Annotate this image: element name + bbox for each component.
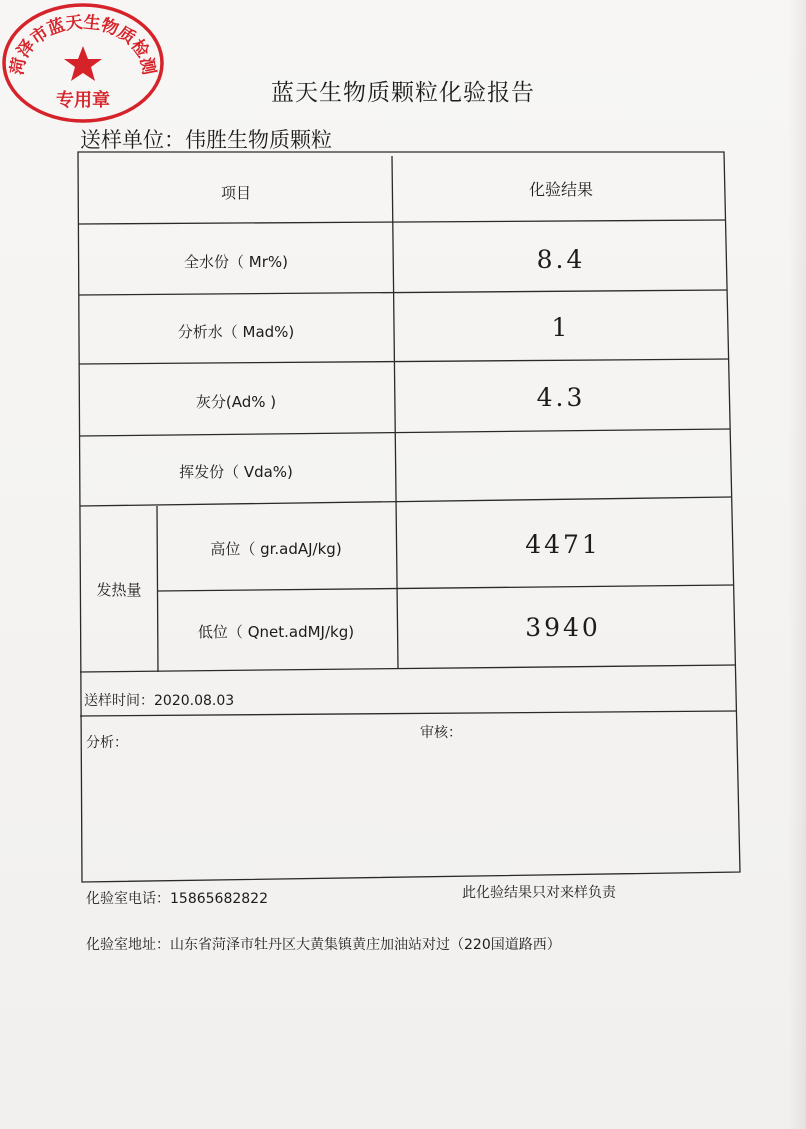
disclaimer: 此化验结果只对来样负责	[462, 885, 616, 901]
row-value-total-moisture: 8.4	[536, 244, 586, 274]
sender-name: 伟胜生物质颗粒	[185, 128, 332, 152]
calorific-high-label: 高位（ gr.adAJ/kg)	[210, 539, 342, 558]
calorific-low-label: 低位（ Qnet.adMJ/kg)	[197, 622, 355, 641]
report-title: 蓝天生物质颗粒化验报告	[271, 80, 535, 106]
lab-address-label: 化验室地址：	[86, 937, 170, 953]
lab-phone	[86, 888, 268, 908]
lab-phone-label: 化验室电话：	[86, 891, 170, 907]
lab-address-value: 山东省菏泽市牡丹区大黄集镇黄庄加油站对过（220国道路西）	[170, 937, 561, 953]
lab-phone-value: 15865682822	[170, 891, 268, 907]
row-value-ash: 4.3	[536, 382, 586, 412]
seal-center-text: 专用章	[56, 90, 110, 111]
sample-time	[84, 690, 234, 710]
calorific-high-value: 4471	[525, 529, 601, 559]
row-value-volatile	[396, 432, 726, 502]
seal-ring-text: 菏泽市蓝天生物质检测	[7, 12, 159, 77]
calorific-group-label: 发热量	[96, 580, 142, 599]
official-seal	[0, 0, 166, 126]
header-item: 项目	[220, 183, 251, 202]
row-label-total-moisture: 全水份（ Mr%)	[184, 252, 288, 271]
lab-address	[86, 934, 561, 954]
row-value-analysis-moisture: 1	[551, 312, 571, 342]
sender-label: 送样单位：	[80, 128, 185, 152]
calorific-low-value: 3940	[525, 612, 601, 642]
row-label-volatile: 挥发份（ Vda%)	[179, 462, 293, 481]
header-result: 化验结果	[528, 179, 593, 199]
seal-star-icon	[64, 46, 102, 81]
sample-time-value: 2020.08.03	[154, 693, 235, 709]
sample-time-label: 送样时间：	[84, 693, 154, 709]
row-label-analysis-moisture: 分析水（ Mad%)	[177, 322, 295, 341]
analysis-label: 分析：	[86, 735, 128, 751]
row-label-ash: 灰分(Ad% )	[195, 392, 277, 411]
review-label: 审核：	[420, 725, 462, 741]
